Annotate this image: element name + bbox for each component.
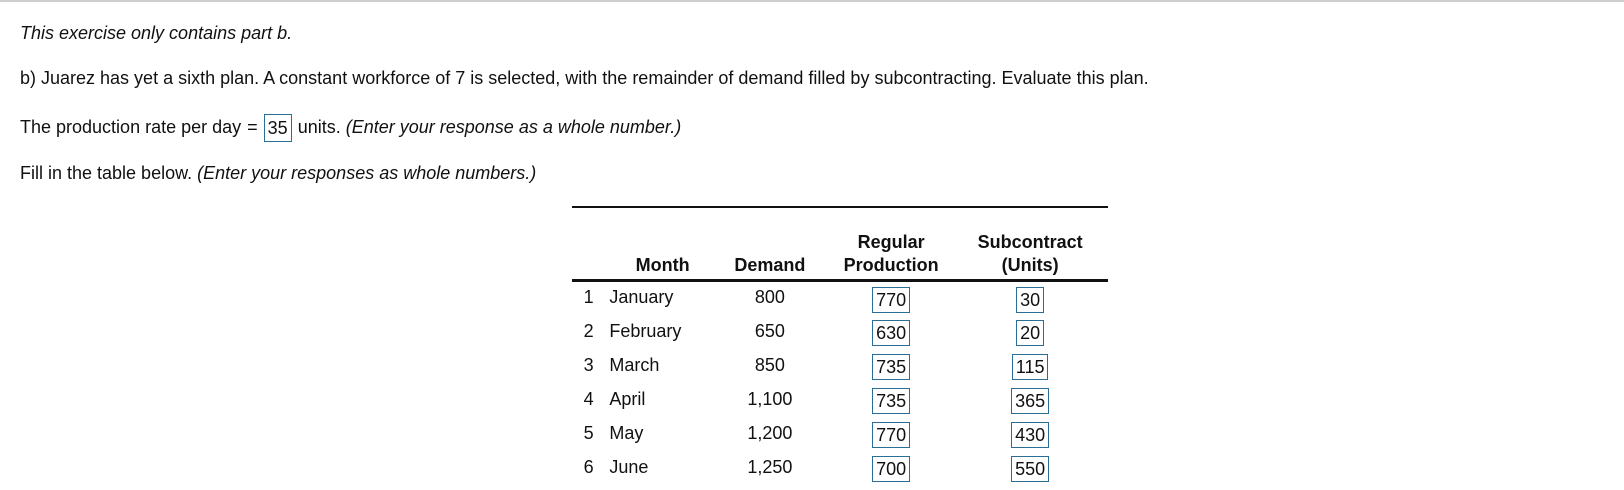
header-demand: Demand [710,208,830,280]
subcontract-cell [952,280,1108,314]
equals-sign: = [247,116,258,137]
demand-cell: 1,200 [747,422,793,443]
subcontract-cell [952,382,1108,416]
month-cell: April [609,388,646,409]
table-row [572,416,1108,450]
regular-production-answer[interactable]: 735 [872,388,910,414]
header-subcontract-line1: Subcontract [977,231,1083,252]
demand-cell: 1,250 [747,456,793,477]
regular-production-cell [830,348,952,382]
production-rate-answer[interactable]: 35 [264,114,292,142]
header-regular-production [830,208,952,280]
fill-table-text: Fill in the table below. [20,163,193,183]
demand-cell: 1,100 [747,388,793,409]
table-row [572,382,1108,416]
header-regular-line2: Production [843,254,939,275]
table-row [572,348,1108,382]
production-table [572,208,1108,484]
row-number: 6 [583,456,594,477]
subcontract-cell [952,450,1108,484]
regular-production-answer[interactable]: 735 [872,354,910,380]
production-rate-label: The production rate per day [20,116,242,137]
subcontract-answer[interactable]: 20 [1016,320,1044,346]
regular-production-answer[interactable]: 630 [872,320,910,346]
production-rate-line [20,114,681,142]
top-divider [0,0,1624,2]
header-month: Month [605,208,710,280]
demand-cell: 800 [754,287,785,308]
regular-production-answer[interactable]: 770 [872,422,910,448]
month-cell: January [609,287,674,308]
production-table-wrapper [572,206,1108,484]
production-rate-units: units. [297,116,341,137]
month-cell: March [609,354,660,375]
subcontract-cell [952,416,1108,450]
regular-production-cell [830,280,952,314]
regular-production-cell [830,450,952,484]
subcontract-answer[interactable]: 550 [1011,456,1049,482]
part-b-prompt: b) Juarez has yet a sixth plan. A constant workforce of 7 is selected, with the remainder of demand filled by subcontracting. Evaluate this plan. [20,68,1149,88]
month-cell: June [609,456,649,477]
fill-table-instruction [20,161,536,185]
intro-text: This exercise only contains part b. [20,23,293,43]
regular-production-cell [830,314,952,348]
header-subcontract [952,208,1108,280]
table-row [572,450,1108,484]
row-number: 4 [583,388,594,409]
row-number: 2 [583,320,594,341]
subcontract-cell [952,314,1108,348]
header-row-number [572,208,605,280]
month-cell: May [609,422,644,443]
subcontract-answer[interactable]: 30 [1016,287,1044,313]
regular-production-answer[interactable]: 700 [872,456,910,482]
fill-table-hint: (Enter your responses as whole numbers.) [197,163,537,183]
table-header-row [572,208,1108,280]
subcontract-answer[interactable]: 430 [1011,422,1049,448]
demand-cell: 650 [754,320,785,341]
subcontract-answer[interactable]: 115 [1012,354,1049,380]
regular-production-answer[interactable]: 770 [872,287,910,313]
row-number: 1 [583,287,594,308]
row-number: 3 [583,354,594,375]
demand-cell: 850 [754,354,785,375]
subcontract-cell [952,348,1108,382]
header-regular-line1: Regular [857,231,925,252]
regular-production-cell [830,416,952,450]
header-subcontract-line2: (Units) [1001,254,1059,275]
table-row [572,280,1108,314]
subcontract-answer[interactable]: 365 [1011,388,1049,414]
month-cell: February [609,320,682,341]
production-rate-hint: (Enter your response as a whole number.) [345,116,682,137]
regular-production-cell [830,382,952,416]
table-row [572,314,1108,348]
row-number: 5 [583,422,594,443]
